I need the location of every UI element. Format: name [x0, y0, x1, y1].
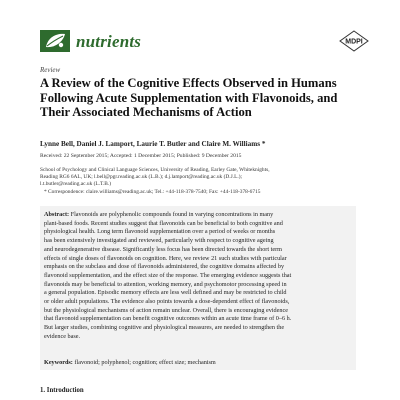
abstract-line: plant-based foods. Recent studies suggest that flavonoids can be beneficial to both cognitive and	[44, 219, 283, 227]
article-type: Review	[40, 66, 61, 74]
author-list: Lynne Bell, Daniel J. Lamport, Laurie T. Butler and Claire M. Williams *	[40, 140, 266, 148]
affiliation-line: l.t.butler@reading.ac.uk (L.T.B.)	[40, 181, 112, 188]
abstract-line	[44, 211, 356, 220]
abstract-line: flavonoids may be beneficial to attention, working memory, and psychomotor processing speed in	[44, 280, 287, 288]
abstract-line: physiological health. Long term flavonoid supplementation over a period of weeks or months	[44, 228, 276, 236]
leaf-logo-icon	[40, 30, 70, 52]
section-heading: 1. Introduction	[40, 387, 84, 394]
affiliation-line: School of Psychology and Clinical Language Sciences, University of Reading, Earley Gate, Whiteknights,	[40, 167, 270, 173]
keywords-text: flavonoid; polyphenol; cognition; effect size; mechanism	[72, 359, 216, 366]
abstract-line: evidence base.	[44, 332, 81, 340]
abstract-line-text: Flavonoids are polyphenolic compounds found in varying concentrations in many	[69, 211, 274, 218]
abstract-line: or older adult populations. The evidence also points towards a dose-dependent effect of flavonoids,	[44, 298, 290, 306]
abstract-line: and neurodegenerative disease. Significantly less focus has been directed towards the short term	[44, 245, 282, 253]
keywords-label: Keywords:	[44, 359, 73, 366]
keywords	[44, 359, 216, 366]
abstract-line: flavonoid supplementation, and the effect size of the response. The emerging evidence suggests that	[44, 271, 292, 279]
correspondence-line: * Correspondence: claire.williams@reading.ac.uk; Tel.: +44-118-378-7540; Fax: +44-118-378-6715	[44, 188, 261, 195]
publication-dates: Received: 22 September 2015; Accepted: 1 December 2015; Published: 9 December 2015	[40, 153, 242, 159]
abstract	[44, 211, 356, 342]
abstract-label: Abstract:	[44, 211, 70, 218]
journal-header	[40, 28, 370, 54]
publisher-name: MDPI	[345, 38, 363, 46]
journal-name: nutrients	[76, 32, 142, 51]
abstract-line: effects of single doses of flavonoids on cognition. Here, we review 21 such studies with particular	[44, 254, 287, 262]
abstract-line: a general population. Episodic memory effects are less well defined and may be restricted to child	[44, 289, 287, 297]
mdpi-logo-icon	[338, 30, 370, 52]
abstract-line: But larger studies, combining cognitive and physiological measures, are needed to strengthen the	[44, 324, 285, 332]
author-affiliation	[40, 167, 370, 196]
article-title: A Review of the Cognitive Effects Observed in Humans Following Acute Supplementation with Flavonoids, and Their Associated Mechanisms of Action	[40, 76, 338, 120]
abstract-line: that flavonoid supplementation can benefit cognitive outcomes within an acute time frame of 0–6 h.	[44, 315, 292, 323]
abstract-line: has been extensively investigated and reviewed, particularly with respect to cognitive ageing	[44, 237, 274, 245]
abstract-line: emphasis on the subclass and dose of flavonoids administered, the cognitive domains affected by	[44, 263, 285, 271]
abstract-line: but the physiological mechanisms of action remain unclear. Overall, there is encouraging evidence	[44, 306, 288, 314]
affiliation-line: Reading RG6 6AL, UK; l.bell@pgr.reading.ac.uk (L.B.); d.j.lamport@reading.ac.uk (D.J.L.);	[40, 174, 242, 181]
